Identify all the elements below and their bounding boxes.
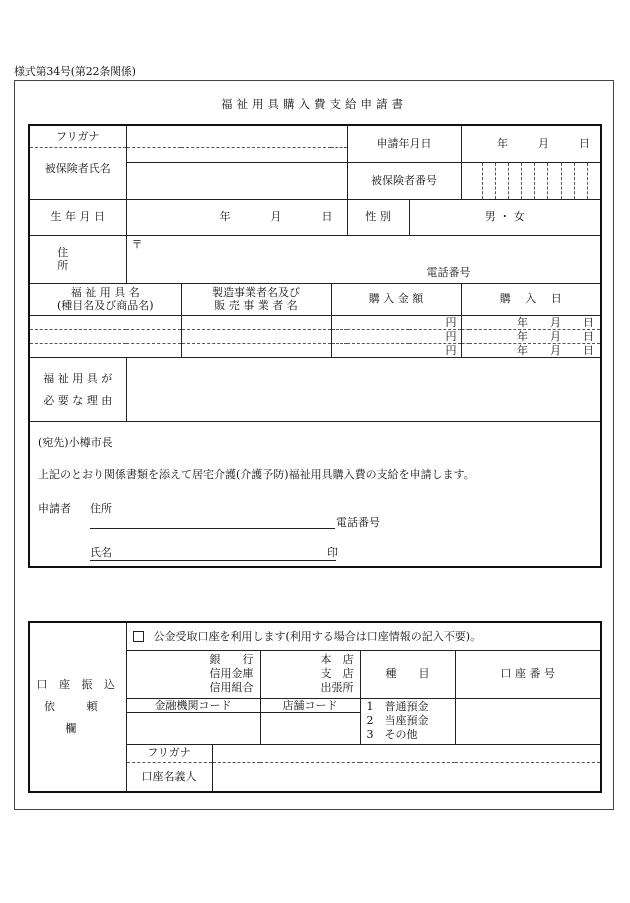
account-type-options[interactable]: 1 普通預金 2 当座預金 3 その他 <box>360 698 455 744</box>
applicant-name-label: 氏名 <box>90 546 112 560</box>
reason-label: 福 祉 用 具 が 必 要 な 理 由 <box>29 358 126 422</box>
insured-name-field[interactable] <box>126 162 347 199</box>
application-date-label: 申請年月日 <box>347 125 461 162</box>
purchase-date-header: 購 入 日 <box>461 283 601 315</box>
maker-header: 製造事業者名及び 販 売 事 業 者 名 <box>181 283 331 315</box>
amount-cell[interactable]: 円 <box>331 329 461 343</box>
seal-mark: 印 <box>327 546 338 560</box>
public-account-option[interactable]: 公金受取口座を利用します(利用する場合は口座情報の記入不要)。 <box>126 622 601 650</box>
bank-code-label: 金融機関コード <box>127 699 260 713</box>
maker-cell[interactable] <box>181 315 331 329</box>
purchase-row <box>29 329 601 343</box>
item-name-header: 福 祉 用 具 名 (種目名及び商品名) <box>29 283 181 315</box>
branch-code-label: 店舗コード <box>261 699 360 713</box>
form-title: 福祉用具購入費支給申請書 <box>221 97 407 111</box>
amount-cell[interactable]: 円 <box>331 343 461 357</box>
address-phone-label: 電話番号 <box>426 266 471 280</box>
application-date-field[interactable] <box>461 125 601 162</box>
month-unit: 月 <box>538 137 550 151</box>
postal-mark: 〒 <box>131 237 143 251</box>
amount-header: 購 入 金 額 <box>331 283 461 315</box>
gender-options[interactable]: 男 ・ 女 <box>409 199 601 235</box>
insured-number-field[interactable] <box>461 162 601 199</box>
insured-name-label: 被保険者氏名 <box>29 162 126 199</box>
insured-name-label-spacer <box>29 147 126 162</box>
address-field[interactable] <box>126 235 601 283</box>
reason-field[interactable] <box>126 358 601 422</box>
item-name-cell[interactable] <box>29 315 181 329</box>
day-unit: 日 <box>579 137 591 151</box>
insured-name-spacer <box>126 147 347 162</box>
year-unit: 年 <box>219 210 231 224</box>
holder-name-field[interactable] <box>212 762 601 792</box>
branch-type-options[interactable]: 本 店 支 店 出張所 <box>260 650 360 698</box>
day-unit: 日 <box>321 210 333 224</box>
applicant-address-line[interactable] <box>90 514 335 529</box>
account-number-field[interactable] <box>455 698 601 744</box>
birthdate-label: 生 年 月 日 <box>29 199 126 235</box>
form-number: 様式第34号(第22条関係) <box>14 65 136 78</box>
amount-cell[interactable]: 円 <box>331 315 461 329</box>
furigana-field[interactable] <box>126 125 347 147</box>
purchase-row <box>29 315 601 329</box>
declaration-block <box>29 422 601 567</box>
birthdate-field[interactable] <box>126 199 347 235</box>
branch-code-cell[interactable] <box>260 698 360 744</box>
item-name-cell[interactable] <box>29 343 181 357</box>
purchase-row <box>29 343 601 357</box>
month-unit: 月 <box>270 210 282 224</box>
furigana-label: フリガナ <box>29 125 126 147</box>
year-unit: 年 <box>497 137 509 151</box>
bank-type-options[interactable]: 銀 行 信用金庫 信用組合 <box>126 650 260 698</box>
declaration-statement: 上記のとおり関係書類を添えて居宅介護(介護予防)福祉用具購入費の支給を申請します。 <box>38 468 475 482</box>
applicant-phone-label: 電話番号 <box>336 516 380 530</box>
purchase-date-cell[interactable]: 年 月 日 <box>461 329 601 343</box>
purchase-date-cell[interactable]: 年 月 日 <box>461 315 601 329</box>
account-number-header: 口 座 番 号 <box>455 650 601 698</box>
gender-label: 性 別 <box>347 199 409 235</box>
holder-name-label: 口座名義人 <box>126 762 212 792</box>
applicant-name-line[interactable] <box>90 546 336 561</box>
insured-number-label: 被保険者番号 <box>347 162 461 199</box>
maker-cell[interactable] <box>181 343 331 357</box>
applicant-label: 申請者 <box>38 502 71 516</box>
application-table <box>28 124 602 568</box>
bank-section-label: 口 座 振 込 依 頼 欄 <box>29 622 126 792</box>
bank-transfer-table <box>28 621 602 793</box>
checkbox-icon[interactable] <box>133 631 144 642</box>
bank-code-cell[interactable] <box>126 698 260 744</box>
account-type-header: 種 目 <box>360 650 455 698</box>
item-name-cell[interactable] <box>29 329 181 343</box>
holder-furigana-label: フリガナ <box>126 744 212 762</box>
purchase-date-cell[interactable]: 年 月 日 <box>461 343 601 357</box>
address-label: 住 所 <box>29 235 126 283</box>
addressee: (宛先)小樽市長 <box>38 436 113 450</box>
holder-furigana-field[interactable] <box>212 744 601 762</box>
applicant-address-label: 住所 <box>90 502 112 516</box>
maker-cell[interactable] <box>181 329 331 343</box>
